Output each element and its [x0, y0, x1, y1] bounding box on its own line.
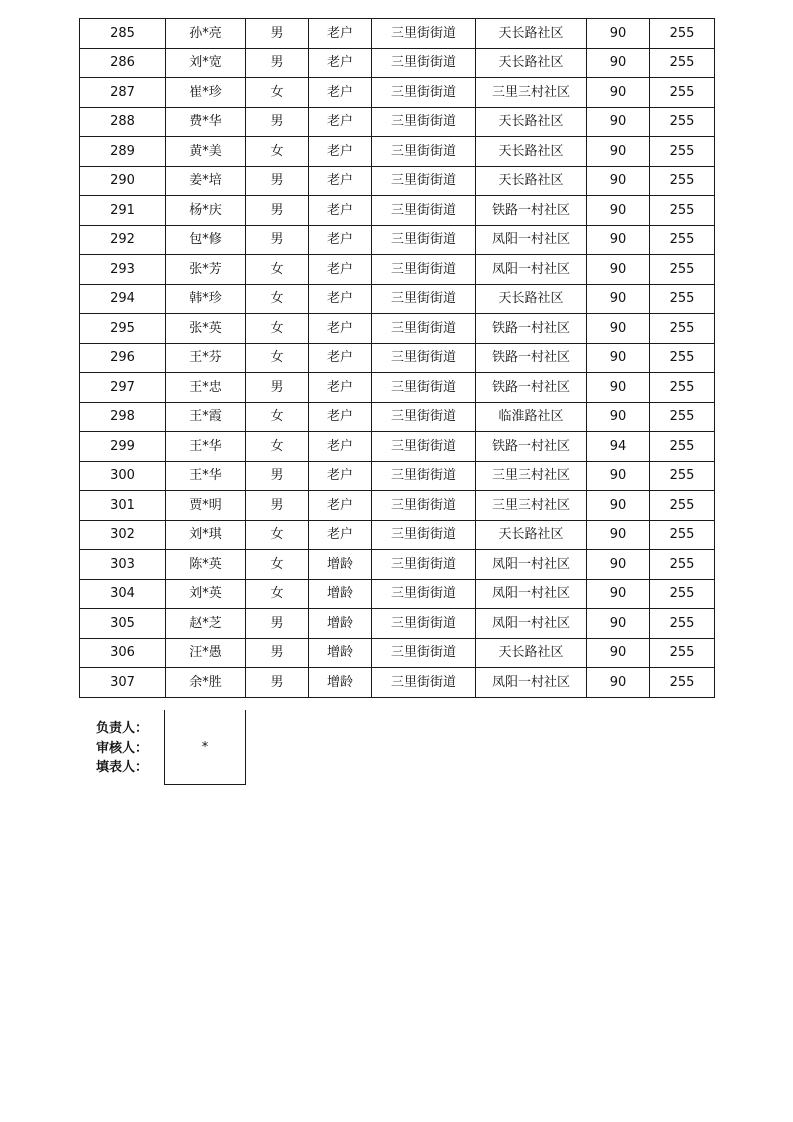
- cell-community: 临淮路社区: [476, 402, 587, 432]
- reviewer-label: 审核人：: [96, 740, 149, 756]
- cell-name: 刘*琪: [166, 520, 246, 550]
- cell-name: 包*修: [166, 225, 246, 255]
- cell-age: 90: [587, 491, 650, 521]
- cell-name: 王*华: [166, 432, 246, 462]
- cell-amount: 255: [650, 491, 715, 521]
- cell-type: 增龄: [309, 668, 372, 698]
- cell-gender: 女: [246, 550, 309, 580]
- cell-amount: 255: [650, 284, 715, 314]
- cell-amount: 255: [650, 343, 715, 373]
- cell-community: 凤阳一村社区: [476, 579, 587, 609]
- cell-index: 285: [80, 19, 166, 49]
- table-row: [80, 609, 715, 639]
- cell-age: 90: [587, 107, 650, 137]
- table-row: [80, 166, 715, 196]
- cell-gender: 男: [246, 609, 309, 639]
- cell-name: 刘*英: [166, 579, 246, 609]
- cell-community: 凤阳一村社区: [476, 668, 587, 698]
- cell-street: 三里街街道: [372, 137, 476, 167]
- cell-gender: 女: [246, 78, 309, 108]
- cell-index: 304: [80, 579, 166, 609]
- cell-name: 孙*亮: [166, 19, 246, 49]
- cell-street: 三里街街道: [372, 461, 476, 491]
- cell-name: 王*霞: [166, 402, 246, 432]
- cell-age: 90: [587, 314, 650, 344]
- cell-amount: 255: [650, 19, 715, 49]
- cell-street: 三里街街道: [372, 491, 476, 521]
- cell-gender: 男: [246, 638, 309, 668]
- cell-amount: 255: [650, 668, 715, 698]
- cell-street: 三里街街道: [372, 107, 476, 137]
- cell-community: 凤阳一村社区: [476, 255, 587, 285]
- records-table: [79, 18, 715, 698]
- cell-name: 王*芬: [166, 343, 246, 373]
- table-row: [80, 196, 715, 226]
- cell-street: 三里街街道: [372, 78, 476, 108]
- cell-amount: 255: [650, 48, 715, 78]
- cell-age: 90: [587, 638, 650, 668]
- cell-amount: 255: [650, 402, 715, 432]
- cell-street: 三里街街道: [372, 196, 476, 226]
- cell-index: 292: [80, 225, 166, 255]
- cell-index: 298: [80, 402, 166, 432]
- cell-name: 陈*英: [166, 550, 246, 580]
- responsible-label: 负责人：: [96, 721, 149, 736]
- cell-age: 90: [587, 255, 650, 285]
- cell-age: 90: [587, 668, 650, 698]
- cell-index: 294: [80, 284, 166, 314]
- cell-gender: 女: [246, 343, 309, 373]
- cell-amount: 255: [650, 107, 715, 137]
- cell-amount: 255: [650, 373, 715, 403]
- cell-community: 铁路一村社区: [476, 343, 587, 373]
- cell-amount: 255: [650, 166, 715, 196]
- cell-community: 凤阳一村社区: [476, 225, 587, 255]
- cell-street: 三里街街道: [372, 579, 476, 609]
- records-body: [80, 19, 715, 698]
- table-row: [80, 137, 715, 167]
- cell-age: 90: [587, 609, 650, 639]
- cell-street: 三里街街道: [372, 225, 476, 255]
- cell-street: 三里街街道: [372, 432, 476, 462]
- cell-index: 306: [80, 638, 166, 668]
- cell-type: 老户: [309, 107, 372, 137]
- cell-gender: 女: [246, 137, 309, 167]
- cell-street: 三里街街道: [372, 550, 476, 580]
- cell-street: 三里街街道: [372, 343, 476, 373]
- cell-index: 291: [80, 196, 166, 226]
- cell-name: 贾*明: [166, 491, 246, 521]
- cell-street: 三里街街道: [372, 638, 476, 668]
- cell-name: 汪*愚: [166, 638, 246, 668]
- cell-amount: 255: [650, 196, 715, 226]
- cell-name: 费*华: [166, 107, 246, 137]
- cell-type: 老户: [309, 196, 372, 226]
- cell-index: 288: [80, 107, 166, 137]
- cell-name: 王*华: [166, 461, 246, 491]
- cell-street: 三里街街道: [372, 609, 476, 639]
- cell-age: 94: [587, 432, 650, 462]
- cell-index: 303: [80, 550, 166, 580]
- cell-index: 307: [80, 668, 166, 698]
- cell-type: 老户: [309, 19, 372, 49]
- cell-community: 铁路一村社区: [476, 314, 587, 344]
- cell-age: 90: [587, 19, 650, 49]
- table-row: [80, 550, 715, 580]
- cell-gender: 男: [246, 461, 309, 491]
- cell-street: 三里街街道: [372, 284, 476, 314]
- cell-type: 老户: [309, 225, 372, 255]
- cell-community: 天长路社区: [476, 137, 587, 167]
- cell-gender: 男: [246, 668, 309, 698]
- cell-type: 老户: [309, 520, 372, 550]
- cell-type: 老户: [309, 461, 372, 491]
- cell-type: 老户: [309, 255, 372, 285]
- cell-amount: 255: [650, 255, 715, 285]
- cell-gender: 男: [246, 196, 309, 226]
- cell-type: 老户: [309, 78, 372, 108]
- cell-age: 90: [587, 48, 650, 78]
- table-row: [80, 579, 715, 609]
- cell-gender: 男: [246, 225, 309, 255]
- cell-index: 297: [80, 373, 166, 403]
- table-row: [80, 373, 715, 403]
- cell-community: 凤阳一村社区: [476, 550, 587, 580]
- cell-community: 天长路社区: [476, 638, 587, 668]
- cell-index: 290: [80, 166, 166, 196]
- cell-amount: 255: [650, 137, 715, 167]
- cell-type: 增龄: [309, 550, 372, 580]
- table-row: [80, 520, 715, 550]
- cell-community: 铁路一村社区: [476, 373, 587, 403]
- table-row: [80, 668, 715, 698]
- cell-community: 凤阳一村社区: [476, 609, 587, 639]
- cell-age: 90: [587, 550, 650, 580]
- table-row: [80, 107, 715, 137]
- cell-index: 287: [80, 78, 166, 108]
- signature-box: [164, 710, 246, 785]
- cell-street: 三里街街道: [372, 48, 476, 78]
- cell-index: 289: [80, 137, 166, 167]
- cell-amount: 255: [650, 609, 715, 639]
- cell-age: 90: [587, 373, 650, 403]
- cell-type: 老户: [309, 284, 372, 314]
- cell-community: 天长路社区: [476, 520, 587, 550]
- table-row: [80, 78, 715, 108]
- cell-gender: 男: [246, 19, 309, 49]
- table-row: [80, 284, 715, 314]
- table-row: [80, 255, 715, 285]
- signature-value: *: [201, 739, 209, 755]
- cell-name: 张*英: [166, 314, 246, 344]
- cell-street: 三里街街道: [372, 373, 476, 403]
- cell-amount: 255: [650, 638, 715, 668]
- table-row: [80, 432, 715, 462]
- cell-age: 90: [587, 166, 650, 196]
- cell-type: 老户: [309, 432, 372, 462]
- cell-age: 90: [587, 579, 650, 609]
- cell-street: 三里街街道: [372, 19, 476, 49]
- cell-age: 90: [587, 461, 650, 491]
- table-row: [80, 48, 715, 78]
- cell-age: 90: [587, 284, 650, 314]
- cell-community: 天长路社区: [476, 48, 587, 78]
- cell-type: 老户: [309, 137, 372, 167]
- filler-label: 填表人：: [96, 760, 149, 775]
- cell-name: 杨*庆: [166, 196, 246, 226]
- cell-community: 三里三村社区: [476, 461, 587, 491]
- cell-gender: 女: [246, 402, 309, 432]
- cell-community: 天长路社区: [476, 284, 587, 314]
- table-row: [80, 638, 715, 668]
- cell-community: 三里三村社区: [476, 491, 587, 521]
- cell-community: 三里三村社区: [476, 78, 587, 108]
- cell-name: 黄*美: [166, 137, 246, 167]
- cell-name: 刘*宽: [166, 48, 246, 78]
- cell-type: 老户: [309, 343, 372, 373]
- cell-type: 老户: [309, 491, 372, 521]
- cell-amount: 255: [650, 225, 715, 255]
- cell-community: 天长路社区: [476, 19, 587, 49]
- cell-index: 296: [80, 343, 166, 373]
- cell-age: 90: [587, 196, 650, 226]
- cell-gender: 女: [246, 520, 309, 550]
- cell-index: 301: [80, 491, 166, 521]
- cell-amount: 255: [650, 314, 715, 344]
- cell-age: 90: [587, 137, 650, 167]
- cell-gender: 男: [246, 373, 309, 403]
- cell-community: 铁路一村社区: [476, 432, 587, 462]
- cell-age: 90: [587, 78, 650, 108]
- cell-community: 天长路社区: [476, 107, 587, 137]
- cell-gender: 女: [246, 579, 309, 609]
- cell-index: 286: [80, 48, 166, 78]
- cell-amount: 255: [650, 432, 715, 462]
- cell-index: 299: [80, 432, 166, 462]
- cell-index: 293: [80, 255, 166, 285]
- table-row: [80, 19, 715, 49]
- cell-name: 张*芳: [166, 255, 246, 285]
- cell-type: 老户: [309, 402, 372, 432]
- cell-type: 老户: [309, 48, 372, 78]
- cell-type: 增龄: [309, 579, 372, 609]
- cell-age: 90: [587, 402, 650, 432]
- cell-gender: 女: [246, 314, 309, 344]
- signature-labels: [96, 719, 148, 778]
- cell-gender: 女: [246, 284, 309, 314]
- cell-gender: 男: [246, 48, 309, 78]
- cell-type: 增龄: [309, 609, 372, 639]
- cell-gender: 女: [246, 432, 309, 462]
- cell-street: 三里街街道: [372, 166, 476, 196]
- cell-street: 三里街街道: [372, 402, 476, 432]
- table-row: [80, 491, 715, 521]
- table-row: [80, 314, 715, 344]
- cell-name: 余*胜: [166, 668, 246, 698]
- cell-amount: 255: [650, 78, 715, 108]
- cell-gender: 男: [246, 166, 309, 196]
- cell-age: 90: [587, 343, 650, 373]
- cell-age: 90: [587, 225, 650, 255]
- cell-index: 295: [80, 314, 166, 344]
- cell-amount: 255: [650, 520, 715, 550]
- table-row: [80, 402, 715, 432]
- cell-age: 90: [587, 520, 650, 550]
- cell-street: 三里街街道: [372, 520, 476, 550]
- cell-type: 老户: [309, 314, 372, 344]
- cell-street: 三里街街道: [372, 668, 476, 698]
- cell-community: 铁路一村社区: [476, 196, 587, 226]
- cell-name: 王*忠: [166, 373, 246, 403]
- cell-street: 三里街街道: [372, 314, 476, 344]
- cell-amount: 255: [650, 579, 715, 609]
- cell-gender: 男: [246, 107, 309, 137]
- cell-type: 老户: [309, 166, 372, 196]
- cell-name: 韩*珍: [166, 284, 246, 314]
- cell-name: 赵*芝: [166, 609, 246, 639]
- cell-type: 老户: [309, 373, 372, 403]
- cell-amount: 255: [650, 461, 715, 491]
- cell-amount: 255: [650, 550, 715, 580]
- cell-index: 302: [80, 520, 166, 550]
- table-row: [80, 461, 715, 491]
- table-row: [80, 225, 715, 255]
- cell-name: 姜*培: [166, 166, 246, 196]
- cell-community: 天长路社区: [476, 166, 587, 196]
- cell-gender: 男: [246, 491, 309, 521]
- cell-gender: 女: [246, 255, 309, 285]
- cell-type: 增龄: [309, 638, 372, 668]
- cell-street: 三里街街道: [372, 255, 476, 285]
- cell-name: 崔*珍: [166, 78, 246, 108]
- cell-index: 300: [80, 461, 166, 491]
- table-row: [80, 343, 715, 373]
- cell-index: 305: [80, 609, 166, 639]
